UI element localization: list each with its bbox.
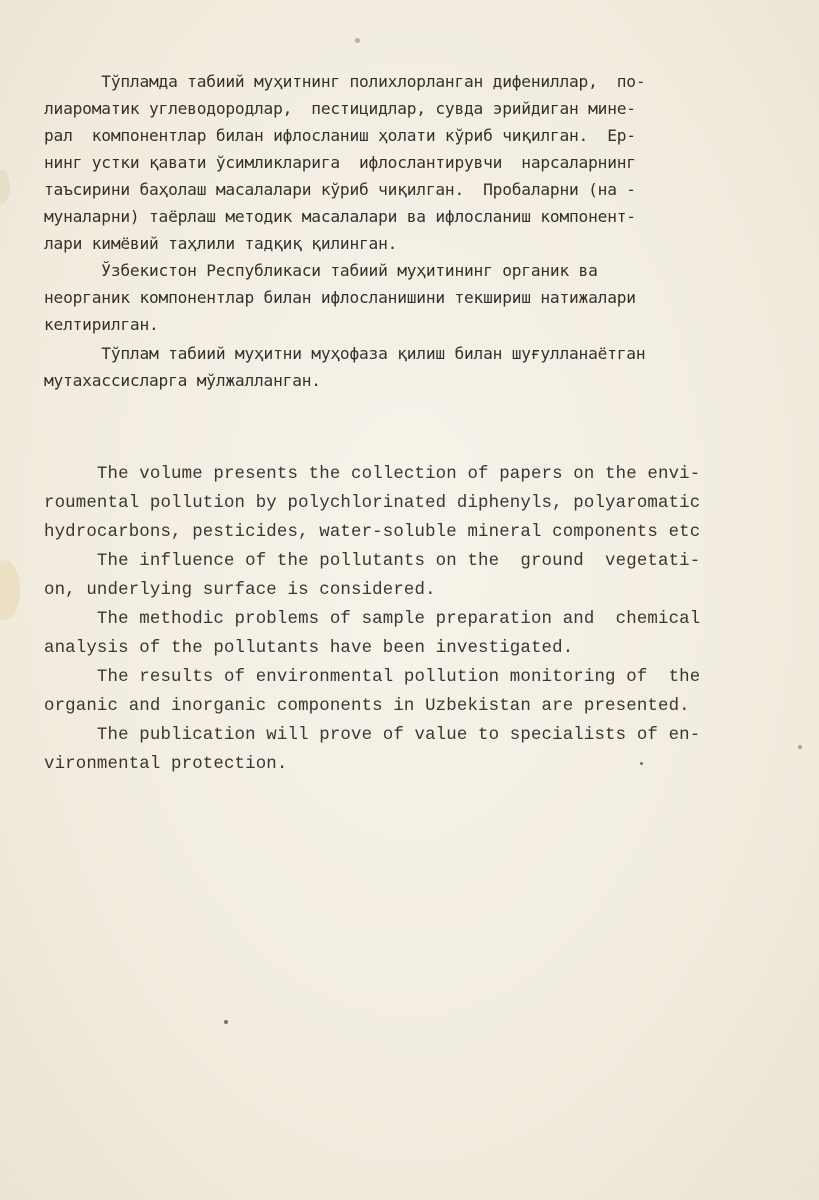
english-line: vironmental protection. [44, 755, 288, 774]
uzbek-line: Тўпламда табиий муҳитнинг полихлорланган дифениллар, по- [44, 72, 646, 91]
uzbek-line: нинг устки қавати ўсимликларига ифлослантирувчи нарсаларнинг [44, 153, 636, 172]
english-line: The publication will prove of value to specialists of en- [44, 726, 701, 745]
english-line: roumental pollution by polychlorinated diphenyls, polyaromatic [44, 494, 701, 513]
english-line: organic and inorganic components in Uzbekistan are presented. [44, 697, 690, 716]
uzbek-line: рал компонентлар билан ифлосланиш ҳолати кўриб чиқилган. Ер- [44, 126, 636, 145]
paper-speck [798, 745, 802, 749]
uzbek-line: неорганик компонентлар билан ифлосланишини текшириш натижалари [44, 288, 636, 307]
english-line: The volume presents the collection of papers on the envi- [44, 465, 701, 484]
uzbek-line: лари кимёвий таҳлили тадқиқ қилинган. [44, 234, 398, 253]
english-line: analysis of the pollutants have been investigated. [44, 639, 574, 658]
english-line: The results of environmental pollution monitoring of the [44, 668, 701, 687]
english-line: on, underlying surface is considered. [44, 581, 436, 600]
paper-stain [0, 560, 20, 620]
uzbek-line: лиароматик углеводородлар, пестицидлар, сувда эрийдиган мине- [44, 99, 636, 118]
uzbek-line: Ўзбекистон Республикаси табиий муҳитининг органик ва [44, 261, 598, 280]
uzbek-line: муналарни) таёрлаш методик масалалари ва ифлосланиш компонент- [44, 207, 636, 226]
uzbek-abstract [44, 72, 754, 412]
uzbek-line: келтирилган. [44, 315, 159, 334]
english-line: hydrocarbons, pesticides, water-soluble mineral components etc [44, 523, 701, 542]
english-line: The influence of the pollutants on the ground vegetati- [44, 552, 701, 571]
paper-speck [355, 38, 360, 43]
uzbek-line: мутахассисларга мўлжалланган. [44, 371, 321, 390]
english-line: The methodic problems of sample preparation and chemical [44, 610, 701, 629]
paper-stain [0, 170, 10, 204]
uzbek-line: Тўплам табиий муҳитни муҳофаза қилиш билан шуғулланаётган [44, 344, 646, 363]
uzbek-line: таъсирини баҳолаш масалалари кўриб чиқилган. Пробаларни (на - [44, 180, 636, 199]
paper-speck [224, 1020, 228, 1024]
english-abstract [44, 465, 754, 775]
